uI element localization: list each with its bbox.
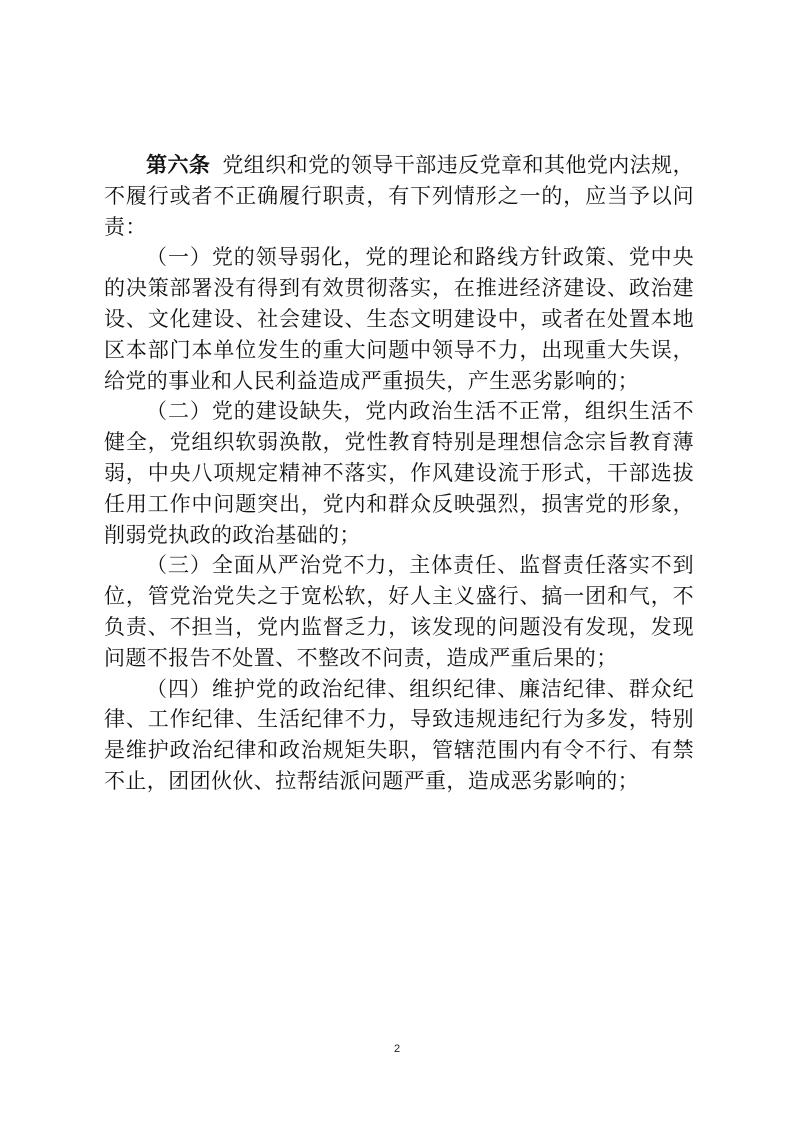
item-paragraph-2: （二）党的建设缺失，党内政治生活不正常，组织生活不健全，党组织软弱涣散，党性教育特别是理想信念宗旨教育薄弱，中央八项规定精神不落实，作风建设流于形式，干部选拔任用工作中问题突出，党内和群众反映强烈，损害党的形象，削弱党执政的政治基础的； [104, 399, 694, 547]
page-number: 2 [393, 1043, 401, 1055]
document-body [104, 150, 694, 797]
item-paragraph-3: （三）全面从严治党不力，主体责任、监督责任落实不到位，管党治党失之于宽松软，好人主义盛行、搞一团和气，不负责、不担当，党内监督乏力，该发现的问题没有发现，发现问题不报告不处置、不整改不问责，造成严重后果的； [104, 553, 694, 670]
item-paragraph-4: （四）维护党的政治纪律、组织纪律、廉洁纪律、群众纪律、工作纪律、生活纪律不力，导致违规违纪行为多发，特别是维护政治纪律和政治规矩失职，管辖范围内有令不行、有禁不止，团团伙伙、拉帮结派问题严重，造成恶劣影响的； [104, 676, 694, 793]
article-label: 第六条 [146, 153, 211, 177]
article-intro: 党组织和党的领导干部违反党章和其他党内法规，不履行或者不正确履行职责，有下列情形之一的，应当予以问责： [104, 153, 694, 239]
article-paragraph [104, 150, 694, 242]
item-paragraph-1: （一）党的领导弱化，党的理论和路线方针政策、党中央的决策部署没有得到有效贯彻落实，在推进经济建设、政治建设、文化建设、社会建设、生态文明建设中，或者在处置本地区本部门本单位发生的重大问题中领导不力，出现重大失误，给党的事业和人民利益造成严重损失，产生恶劣影响的； [104, 245, 694, 393]
